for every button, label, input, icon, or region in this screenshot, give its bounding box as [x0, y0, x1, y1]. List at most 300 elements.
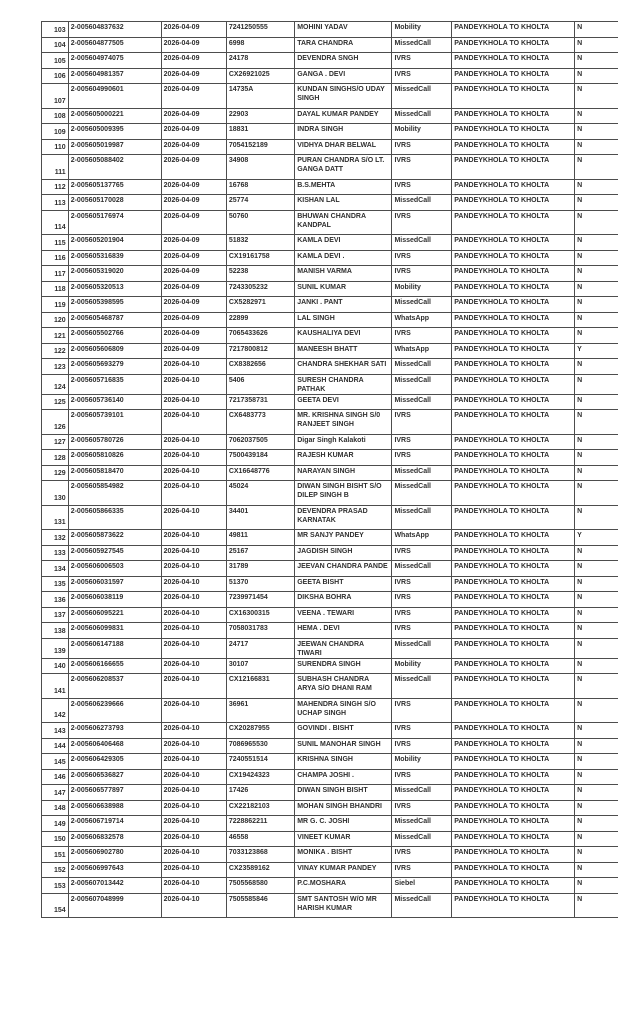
date-cell: 2026-04-10: [161, 505, 226, 530]
channel-cell: MissedCall: [392, 505, 452, 530]
contact-cell: 22899: [226, 312, 294, 328]
route-cell: PANDEYKHOLA TO KHOLTA: [452, 328, 575, 344]
contact-cell: 7065433626: [226, 328, 294, 344]
flag-cell: N: [575, 862, 618, 878]
row-number-cell: 122: [42, 343, 69, 359]
table-row: [42, 84, 618, 109]
channel-cell: MissedCall: [392, 831, 452, 847]
row-number-cell: 119: [42, 297, 69, 313]
row-number-cell: 145: [42, 754, 69, 770]
route-cell: PANDEYKHOLA TO KHOLTA: [452, 530, 575, 546]
table-row: [42, 434, 618, 450]
record-id-cell: 2-005604990601: [68, 84, 161, 109]
flag-cell: N: [575, 878, 618, 894]
flag-cell: N: [575, 210, 618, 235]
date-cell: 2026-04-10: [161, 769, 226, 785]
contact-cell: CX19161758: [226, 250, 294, 266]
flag-cell: N: [575, 893, 618, 918]
flag-cell: N: [575, 235, 618, 251]
date-cell: 2026-04-10: [161, 698, 226, 723]
record-id-cell: 2-005606006503: [68, 561, 161, 577]
contact-cell: 52238: [226, 266, 294, 282]
table-row: [42, 250, 618, 266]
contact-cell: 46558: [226, 831, 294, 847]
flag-cell: N: [575, 179, 618, 195]
table-row: [42, 738, 618, 754]
route-cell: PANDEYKHOLA TO KHOLTA: [452, 235, 575, 251]
channel-cell: IVRS: [392, 410, 452, 435]
row-number-cell: 146: [42, 769, 69, 785]
contact-cell: 45024: [226, 481, 294, 506]
date-cell: 2026-04-09: [161, 297, 226, 313]
channel-cell: MissedCall: [392, 235, 452, 251]
customer-name-cell: JEEWAN CHANDRA TIWARI: [295, 638, 392, 658]
row-number-cell: 141: [42, 674, 69, 699]
route-cell: PANDEYKHOLA TO KHOLTA: [452, 465, 575, 481]
table-row: [42, 235, 618, 251]
customer-name-cell: BHUWAN CHANDRA KANDPAL: [295, 210, 392, 235]
record-id-cell: 2-005605019987: [68, 139, 161, 155]
flag-cell: N: [575, 410, 618, 435]
customer-name-cell: SUBHASH CHANDRA ARYA S/O DHANI RAM: [295, 674, 392, 699]
record-id-cell: 2-005605780726: [68, 434, 161, 450]
channel-cell: IVRS: [392, 250, 452, 266]
channel-cell: MissedCall: [392, 561, 452, 577]
row-number-cell: 108: [42, 108, 69, 124]
customer-name-cell: LAL SINGH: [295, 312, 392, 328]
channel-cell: IVRS: [392, 800, 452, 816]
flag-cell: N: [575, 328, 618, 344]
contact-cell: 18831: [226, 124, 294, 140]
route-cell: PANDEYKHOLA TO KHOLTA: [452, 343, 575, 359]
table-row: [42, 592, 618, 608]
route-cell: PANDEYKHOLA TO KHOLTA: [452, 179, 575, 195]
record-id-cell: 2-005604981357: [68, 68, 161, 84]
table-row: [42, 124, 618, 140]
contact-cell: 7062037505: [226, 434, 294, 450]
flag-cell: N: [575, 847, 618, 863]
flag-cell: N: [575, 281, 618, 297]
date-cell: 2026-04-10: [161, 410, 226, 435]
date-cell: 2026-04-09: [161, 155, 226, 180]
channel-cell: MissedCall: [392, 108, 452, 124]
table-row: [42, 210, 618, 235]
customer-name-cell: TARA CHANDRA: [295, 37, 392, 53]
table-row: [42, 769, 618, 785]
table-row: [42, 450, 618, 466]
row-number-cell: 149: [42, 816, 69, 832]
contact-cell: CX5282971: [226, 297, 294, 313]
table-row: [42, 266, 618, 282]
route-cell: PANDEYKHOLA TO KHOLTA: [452, 738, 575, 754]
flag-cell: N: [575, 785, 618, 801]
table-row: [42, 561, 618, 577]
row-number-cell: 112: [42, 179, 69, 195]
route-cell: PANDEYKHOLA TO KHOLTA: [452, 359, 575, 375]
flag-cell: Y: [575, 343, 618, 359]
channel-cell: MissedCall: [392, 374, 452, 394]
record-id-cell: 2-005606273793: [68, 723, 161, 739]
contact-cell: 7505568580: [226, 878, 294, 894]
route-cell: PANDEYKHOLA TO KHOLTA: [452, 769, 575, 785]
contact-cell: 36961: [226, 698, 294, 723]
route-cell: PANDEYKHOLA TO KHOLTA: [452, 723, 575, 739]
customer-name-cell: VINEET KUMAR: [295, 831, 392, 847]
route-cell: PANDEYKHOLA TO KHOLTA: [452, 674, 575, 699]
customer-name-cell: KAMLA DEVI .: [295, 250, 392, 266]
date-cell: 2026-04-10: [161, 831, 226, 847]
channel-cell: MissedCall: [392, 297, 452, 313]
route-cell: PANDEYKHOLA TO KHOLTA: [452, 576, 575, 592]
channel-cell: Mobility: [392, 124, 452, 140]
customer-name-cell: SUNIL MANOHAR SINGH: [295, 738, 392, 754]
contact-cell: 17426: [226, 785, 294, 801]
date-cell: 2026-04-09: [161, 328, 226, 344]
route-cell: PANDEYKHOLA TO KHOLTA: [452, 210, 575, 235]
row-number-cell: 140: [42, 658, 69, 674]
contact-cell: 7086965530: [226, 738, 294, 754]
customer-name-cell: HEMA . DEVI: [295, 623, 392, 639]
row-number-cell: 111: [42, 155, 69, 180]
channel-cell: IVRS: [392, 139, 452, 155]
table-row: [42, 343, 618, 359]
table-row: [42, 674, 618, 699]
date-cell: 2026-04-10: [161, 754, 226, 770]
contact-cell: CX23589162: [226, 862, 294, 878]
route-cell: PANDEYKHOLA TO KHOLTA: [452, 124, 575, 140]
flag-cell: N: [575, 394, 618, 410]
table-row: [42, 847, 618, 863]
row-number-cell: 142: [42, 698, 69, 723]
date-cell: 2026-04-10: [161, 738, 226, 754]
date-cell: 2026-04-10: [161, 785, 226, 801]
date-cell: 2026-04-10: [161, 674, 226, 699]
table-row: [42, 37, 618, 53]
record-id-cell: 2-005605873622: [68, 530, 161, 546]
channel-cell: Mobility: [392, 658, 452, 674]
date-cell: 2026-04-09: [161, 22, 226, 38]
row-number-cell: 143: [42, 723, 69, 739]
date-cell: 2026-04-10: [161, 465, 226, 481]
channel-cell: Mobility: [392, 22, 452, 38]
route-cell: PANDEYKHOLA TO KHOLTA: [452, 561, 575, 577]
route-cell: PANDEYKHOLA TO KHOLTA: [452, 623, 575, 639]
contact-cell: 50760: [226, 210, 294, 235]
flag-cell: N: [575, 505, 618, 530]
customer-name-cell: DEVENDRA PRASAD KARNATAK: [295, 505, 392, 530]
record-id-cell: 2-005606536827: [68, 769, 161, 785]
flag-cell: N: [575, 638, 618, 658]
record-id-cell: 2-005605000221: [68, 108, 161, 124]
contact-cell: 34401: [226, 505, 294, 530]
customer-name-cell: VEENA . TEWARI: [295, 607, 392, 623]
record-id-cell: 2-005607013442: [68, 878, 161, 894]
date-cell: 2026-04-10: [161, 893, 226, 918]
flag-cell: N: [575, 195, 618, 211]
customer-name-cell: KAMLA DEVI: [295, 235, 392, 251]
customer-name-cell: MAHENDRA SINGH S/O UCHAP SINGH: [295, 698, 392, 723]
date-cell: 2026-04-10: [161, 394, 226, 410]
customer-name-cell: CHANDRA SHEKHAR SATI: [295, 359, 392, 375]
route-cell: PANDEYKHOLA TO KHOLTA: [452, 139, 575, 155]
channel-cell: Mobility: [392, 281, 452, 297]
table-row: [42, 281, 618, 297]
row-number-cell: 116: [42, 250, 69, 266]
row-number-cell: 127: [42, 434, 69, 450]
record-id-cell: 2-005605606809: [68, 343, 161, 359]
row-number-cell: 136: [42, 592, 69, 608]
row-number-cell: 104: [42, 37, 69, 53]
route-cell: PANDEYKHOLA TO KHOLTA: [452, 893, 575, 918]
route-cell: PANDEYKHOLA TO KHOLTA: [452, 638, 575, 658]
contact-cell: CX6483773: [226, 410, 294, 435]
contact-cell: 7217358731: [226, 394, 294, 410]
record-id-cell: 2-005607048999: [68, 893, 161, 918]
record-id-cell: 2-005606406468: [68, 738, 161, 754]
contact-cell: CX16300315: [226, 607, 294, 623]
customer-name-cell: RAJESH KUMAR: [295, 450, 392, 466]
customer-name-cell: P.C.MOSHARA: [295, 878, 392, 894]
record-id-cell: 2-005605170028: [68, 195, 161, 211]
route-cell: PANDEYKHOLA TO KHOLTA: [452, 312, 575, 328]
contact-cell: 22903: [226, 108, 294, 124]
flag-cell: N: [575, 607, 618, 623]
route-cell: PANDEYKHOLA TO KHOLTA: [452, 37, 575, 53]
date-cell: 2026-04-10: [161, 434, 226, 450]
record-id-cell: 2-005605854982: [68, 481, 161, 506]
flag-cell: N: [575, 374, 618, 394]
record-id-cell: 2-005606638988: [68, 800, 161, 816]
contact-cell: 6998: [226, 37, 294, 53]
flag-cell: N: [575, 266, 618, 282]
customer-name-cell: KISHAN LAL: [295, 195, 392, 211]
record-id-cell: 2-005605316839: [68, 250, 161, 266]
channel-cell: IVRS: [392, 450, 452, 466]
contact-cell: 14735A: [226, 84, 294, 109]
row-number-cell: 107: [42, 84, 69, 109]
flag-cell: N: [575, 738, 618, 754]
record-id-cell: 2-005605739101: [68, 410, 161, 435]
channel-cell: IVRS: [392, 328, 452, 344]
record-id-cell: 2-005605693279: [68, 359, 161, 375]
route-cell: PANDEYKHOLA TO KHOLTA: [452, 297, 575, 313]
table-row: [42, 155, 618, 180]
table-row: [42, 359, 618, 375]
row-number-cell: 124: [42, 374, 69, 394]
table-row: [42, 816, 618, 832]
contact-cell: CX12166831: [226, 674, 294, 699]
channel-cell: IVRS: [392, 698, 452, 723]
customer-name-cell: Digar Singh Kalakoti: [295, 434, 392, 450]
route-cell: PANDEYKHOLA TO KHOLTA: [452, 658, 575, 674]
row-number-cell: 106: [42, 68, 69, 84]
flag-cell: N: [575, 576, 618, 592]
flag-cell: N: [575, 450, 618, 466]
record-id-cell: 2-005606147188: [68, 638, 161, 658]
route-cell: PANDEYKHOLA TO KHOLTA: [452, 607, 575, 623]
record-id-cell: 2-005606038119: [68, 592, 161, 608]
channel-cell: WhatsApp: [392, 312, 452, 328]
row-number-cell: 150: [42, 831, 69, 847]
customer-name-cell: MR G. C. JOSHI: [295, 816, 392, 832]
route-cell: PANDEYKHOLA TO KHOLTA: [452, 434, 575, 450]
channel-cell: WhatsApp: [392, 343, 452, 359]
record-id-cell: 2-005606429305: [68, 754, 161, 770]
row-number-cell: 134: [42, 561, 69, 577]
customer-name-cell: JANKI . PANT: [295, 297, 392, 313]
record-id-cell: 2-005605009395: [68, 124, 161, 140]
record-id-cell: 2-005606902780: [68, 847, 161, 863]
channel-cell: MissedCall: [392, 638, 452, 658]
table-row: [42, 831, 618, 847]
route-cell: PANDEYKHOLA TO KHOLTA: [452, 84, 575, 109]
table-row: [42, 878, 618, 894]
channel-cell: IVRS: [392, 607, 452, 623]
record-id-cell: 2-005606832578: [68, 831, 161, 847]
row-number-cell: 120: [42, 312, 69, 328]
flag-cell: N: [575, 139, 618, 155]
customer-name-cell: SMT SANTOSH W/O MR HARISH KUMAR: [295, 893, 392, 918]
flag-cell: N: [575, 545, 618, 561]
customer-name-cell: DIWAN SINGH BISHT S/O DILEP SINGH B: [295, 481, 392, 506]
record-id-cell: 2-005606095221: [68, 607, 161, 623]
customer-name-cell: MR SANJY PANDEY: [295, 530, 392, 546]
record-id-cell: 2-005605468787: [68, 312, 161, 328]
table-row: [42, 545, 618, 561]
channel-cell: IVRS: [392, 862, 452, 878]
flag-cell: N: [575, 312, 618, 328]
channel-cell: IVRS: [392, 847, 452, 863]
row-number-cell: 133: [42, 545, 69, 561]
row-number-cell: 153: [42, 878, 69, 894]
route-cell: PANDEYKHOLA TO KHOLTA: [452, 374, 575, 394]
customer-name-cell: JAGDISH SINGH: [295, 545, 392, 561]
contact-cell: CX8382656: [226, 359, 294, 375]
customer-name-cell: KAUSHALIYA DEVI: [295, 328, 392, 344]
record-id-cell: 2-005605502766: [68, 328, 161, 344]
route-cell: PANDEYKHOLA TO KHOLTA: [452, 862, 575, 878]
row-number-cell: 125: [42, 394, 69, 410]
record-id-cell: 2-005605927545: [68, 545, 161, 561]
flag-cell: N: [575, 816, 618, 832]
table-row: [42, 312, 618, 328]
table-row: [42, 623, 618, 639]
date-cell: 2026-04-09: [161, 210, 226, 235]
contact-cell: 5406: [226, 374, 294, 394]
route-cell: PANDEYKHOLA TO KHOLTA: [452, 53, 575, 69]
table-row: [42, 297, 618, 313]
date-cell: 2026-04-10: [161, 576, 226, 592]
table-row: [42, 328, 618, 344]
row-number-cell: 115: [42, 235, 69, 251]
route-cell: PANDEYKHOLA TO KHOLTA: [452, 816, 575, 832]
flag-cell: N: [575, 592, 618, 608]
customer-name-cell: SURENDRA SINGH: [295, 658, 392, 674]
channel-cell: IVRS: [392, 434, 452, 450]
route-cell: PANDEYKHOLA TO KHOLTA: [452, 800, 575, 816]
flag-cell: N: [575, 674, 618, 699]
row-number-cell: 114: [42, 210, 69, 235]
date-cell: 2026-04-09: [161, 37, 226, 53]
channel-cell: IVRS: [392, 576, 452, 592]
contact-cell: 51832: [226, 235, 294, 251]
row-number-cell: 113: [42, 195, 69, 211]
record-id-cell: 2-005606099831: [68, 623, 161, 639]
record-id-cell: 2-005606208537: [68, 674, 161, 699]
contact-cell: 7500439184: [226, 450, 294, 466]
channel-cell: IVRS: [392, 769, 452, 785]
date-cell: 2026-04-10: [161, 800, 226, 816]
flag-cell: N: [575, 359, 618, 375]
route-cell: PANDEYKHOLA TO KHOLTA: [452, 266, 575, 282]
table-row: [42, 505, 618, 530]
date-cell: 2026-04-09: [161, 139, 226, 155]
contact-cell: 7505585846: [226, 893, 294, 918]
route-cell: PANDEYKHOLA TO KHOLTA: [452, 450, 575, 466]
flag-cell: N: [575, 769, 618, 785]
table-row: [42, 785, 618, 801]
date-cell: 2026-04-10: [161, 592, 226, 608]
customer-name-cell: B.S.MEHTA: [295, 179, 392, 195]
contact-cell: 24178: [226, 53, 294, 69]
record-id-cell: 2-005605319020: [68, 266, 161, 282]
table-row: [42, 576, 618, 592]
contact-cell: CX22182103: [226, 800, 294, 816]
customer-name-cell: GANGA . DEVI: [295, 68, 392, 84]
table-row: [42, 68, 618, 84]
contact-cell: 31789: [226, 561, 294, 577]
channel-cell: IVRS: [392, 266, 452, 282]
flag-cell: N: [575, 37, 618, 53]
row-number-cell: 148: [42, 800, 69, 816]
contact-cell: 30107: [226, 658, 294, 674]
row-number-cell: 144: [42, 738, 69, 754]
table-row: [42, 374, 618, 394]
record-id-cell: 2-005605201904: [68, 235, 161, 251]
customer-name-cell: PURAN CHANDRA S/O LT. GANGA DATT: [295, 155, 392, 180]
contact-cell: 7241250555: [226, 22, 294, 38]
customer-name-cell: SURESH CHANDRA PATHAK: [295, 374, 392, 394]
channel-cell: IVRS: [392, 53, 452, 69]
contact-cell: CX19424323: [226, 769, 294, 785]
route-cell: PANDEYKHOLA TO KHOLTA: [452, 195, 575, 211]
customer-name-cell: SUNIL KUMAR: [295, 281, 392, 297]
table-row: [42, 862, 618, 878]
flag-cell: N: [575, 754, 618, 770]
route-cell: PANDEYKHOLA TO KHOLTA: [452, 481, 575, 506]
record-id-cell: 2-005604837632: [68, 22, 161, 38]
date-cell: 2026-04-09: [161, 53, 226, 69]
record-id-cell: 2-005605137765: [68, 179, 161, 195]
table-row: [42, 179, 618, 195]
table-row: [42, 394, 618, 410]
flag-cell: Y: [575, 530, 618, 546]
contact-cell: 51370: [226, 576, 294, 592]
customer-name-cell: NARAYAN SINGH: [295, 465, 392, 481]
table-row: [42, 698, 618, 723]
contact-cell: CX16648776: [226, 465, 294, 481]
row-number-cell: 128: [42, 450, 69, 466]
row-number-cell: 121: [42, 328, 69, 344]
channel-cell: MissedCall: [392, 394, 452, 410]
contact-cell: 34908: [226, 155, 294, 180]
route-cell: PANDEYKHOLA TO KHOLTA: [452, 505, 575, 530]
date-cell: 2026-04-09: [161, 108, 226, 124]
contact-cell: 7217800812: [226, 343, 294, 359]
channel-cell: MissedCall: [392, 816, 452, 832]
customer-name-cell: MOHAN SINGH BHANDRI: [295, 800, 392, 816]
contact-cell: 7243305232: [226, 281, 294, 297]
